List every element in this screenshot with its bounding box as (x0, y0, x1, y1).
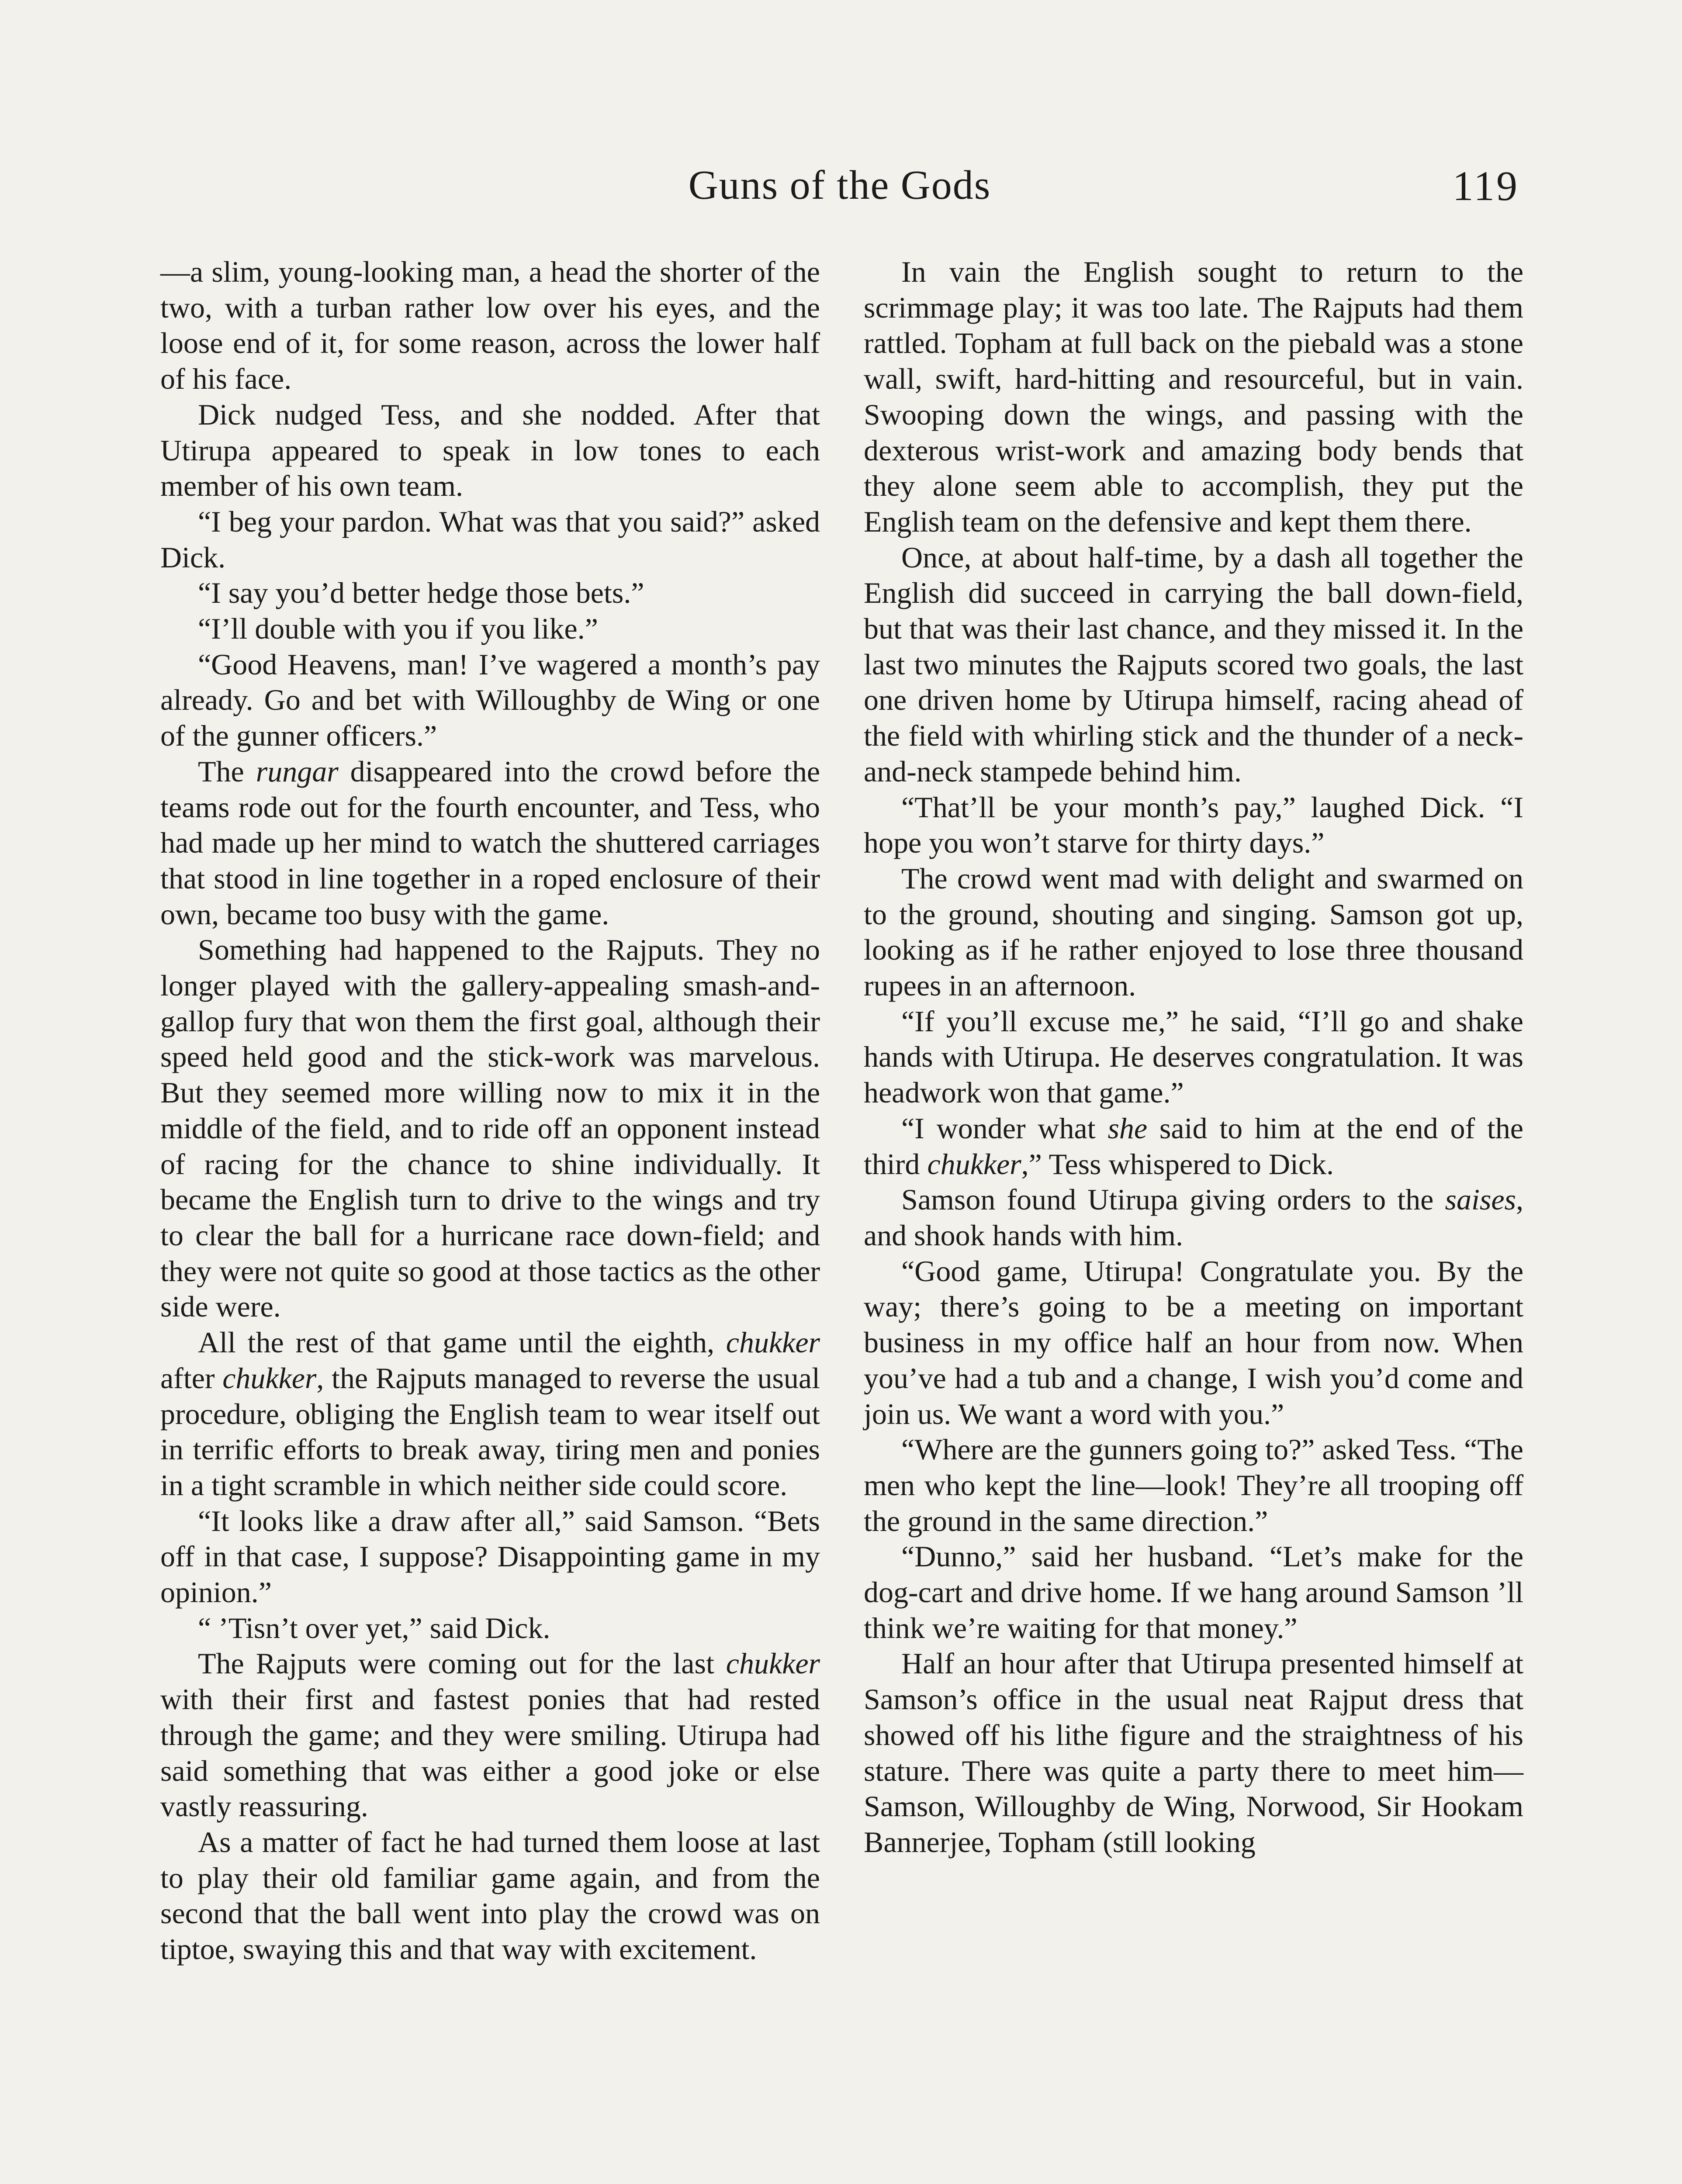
text-run: “I wonder what (901, 1111, 1108, 1145)
paragraph (160, 504, 820, 575)
text-run: “Good Heavens, man! I’ve wagered a month’s pay already. Go and bet with Willoughby de Wing or one of the gunner officers.” (160, 647, 820, 753)
text-run: , and shook hands with him. (864, 1183, 1523, 1252)
page-number: 119 (1452, 162, 1519, 209)
text-run: ,” Tess whispered to Dick. (1021, 1147, 1334, 1181)
paragraph (864, 1646, 1523, 1860)
italic-run: rungar (256, 754, 339, 788)
paragraph (160, 1325, 820, 1503)
text-run: “Dunno,” said her husband. “Let’s make for the dog-cart and drive home. If we hang around Samson ’ll think we’re waiting for that money.” (864, 1540, 1523, 1645)
paragraph (864, 790, 1523, 861)
paragraph (864, 540, 1523, 790)
text-run: , the Rajputs managed to reverse the usual procedure, obliging the English team to wear itself out in terrific efforts to break away, tiring men and ponies in a tight scramble in which neither side could score. (160, 1361, 820, 1502)
text-run: Half an hour after that Utirupa presented himself at Samson’s office in the usual neat Rajput dress that showed off his lithe figure and the straightness of his stature. There was quite a party there to meet him—Samson, Willoughby de Wing, Norwood, Sir Hookam Bannerjee, Topham (still looking (864, 1647, 1523, 1859)
paragraph (160, 254, 820, 397)
paragraph (160, 932, 820, 1325)
text-run: “If you’ll excuse me,” he said, “I’ll go and shake hands with Utirupa. He deserves congratulation. It was headwork won that game.” (864, 1004, 1523, 1109)
italic-run: she (1107, 1111, 1148, 1145)
running-title: Guns of the Gods (688, 162, 991, 208)
text-run: after (160, 1361, 223, 1395)
text-run: All the rest of that game until the eighth, (198, 1326, 726, 1359)
italic-run: saises (1445, 1183, 1516, 1216)
paragraph (864, 1182, 1523, 1253)
paragraph (160, 575, 820, 611)
paragraph (864, 1111, 1523, 1182)
italic-run: chukker (927, 1147, 1021, 1181)
paragraph (160, 1825, 820, 1967)
paragraph (864, 1004, 1523, 1111)
paragraph (864, 1254, 1523, 1432)
text-run: disappeared into the crowd before the teams rode out for the fourth encounter, and Tess, who had made up her mind to watch the shuttered carriages that stood in line together in a roped enclosure of their own, became too busy with the game. (160, 754, 820, 931)
italic-run: chukker (726, 1647, 820, 1680)
text-run: Samson found Utirupa giving orders to the (901, 1183, 1445, 1216)
text-run: The (198, 754, 256, 788)
paragraph (864, 254, 1523, 540)
paragraph (160, 647, 820, 754)
text-run: —a slim, young-looking man, a head the shorter of the two, with a turban rather low over his eyes, and the loose end of it, for some reason, across the lower half of his face. (160, 255, 820, 396)
text-run: “It looks like a draw after all,” said Samson. “Bets off in that case, I suppose? Disappointing game in my opinion.” (160, 1504, 820, 1609)
left-column (160, 254, 820, 1967)
running-head (160, 157, 1519, 223)
italic-run: chukker (222, 1361, 317, 1395)
italic-run: chukker (726, 1326, 820, 1359)
text-run: said to him at the end of the third (864, 1111, 1523, 1181)
text-run: “That’ll be your month’s pay,” laughed Dick. “I hope you won’t starve for thirty days.” (864, 790, 1523, 860)
paragraph (864, 1539, 1523, 1646)
text-run: The Rajputs were coming out for the last (198, 1647, 726, 1680)
text-run: “I’ll double with you if you like.” (198, 612, 598, 646)
text-run: “Good game, Utirupa! Congratulate you. By the way; there’s going to be a meeting on important business in my office half an hour from now. When you’ve had a tub and a change, I wish you’d come and join us. We want a word with you.” (864, 1254, 1523, 1431)
text-run: “I beg your pardon. What was that you said?” asked Dick. (160, 505, 820, 574)
paragraph (160, 1610, 820, 1646)
text-run: In vain the English sought to return to the scrimmage play; it was too late. The Rajputs had them rattled. Topham at full back on the piebald was a stone wall, swift, hard-hitting and resourceful, but in vain. Swooping down the wings, and passing with the dexterous wrist-work and amazing body bends that they alone seem able to accomplish, they put the English team on the defensive and kept them there. (864, 255, 1523, 538)
text-run: Something had happened to the Rajputs. They no longer played with the gallery-appealing smash-and-gallop fury that won them the first goal, although their speed held good and the stick-work was marvelous. But they seemed more willing now to mix it in the middle of the field, and to ride off an opponent instead of racing for the chance to shine individually. It became the English turn to drive to the wings and try to clear the ball for a hurricane race down-field; and they were not quite so good at those tactics as the other side were. (160, 933, 820, 1324)
paragraph (160, 754, 820, 933)
text-run: The crowd went mad with delight and swarmed on to the ground, shouting and singing. Samson got up, looking as if he rather enjoyed to lose three thousand rupees in an afternoon. (864, 861, 1523, 1002)
paragraph (160, 1503, 820, 1610)
right-column (864, 254, 1523, 1860)
text-run: “ ’Tisn’t over yet,” said Dick. (198, 1611, 550, 1645)
text-run: As a matter of fact he had turned them loose at last to play their old familiar game again, and from the second that the ball went into play the crowd was on tiptoe, swaying this and that way with excitement. (160, 1825, 820, 1966)
text-run: “Where are the gunners going to?” asked Tess. “The men who kept the line—look! They’re all trooping off the ground in the same direction.” (864, 1433, 1523, 1538)
paragraph (160, 397, 820, 504)
text-run: Once, at about half-time, by a dash all together the English did succeed in carrying the ball down-field, but that was their last chance, and they missed it. In the last two minutes the Rajputs scored two goals, the last one driven home by Utirupa himself, racing ahead of the field with whirling stick and the thunder of a neck-and-neck stampede behind him. (864, 540, 1523, 788)
text-run: with their first and fastest ponies that had rested through the game; and they were smiling. Utirupa had said something that was either a good joke or else vastly reassuring. (160, 1683, 820, 1823)
text-run: “I say you’d better hedge those bets.” (198, 576, 644, 610)
paragraph (160, 1646, 820, 1825)
paragraph (864, 1432, 1523, 1539)
text-run: Dick nudged Tess, and she nodded. After that Utirupa appeared to speak in low tones to each member of his own team. (160, 397, 820, 503)
paragraph (160, 611, 820, 647)
paragraph (864, 861, 1523, 1004)
